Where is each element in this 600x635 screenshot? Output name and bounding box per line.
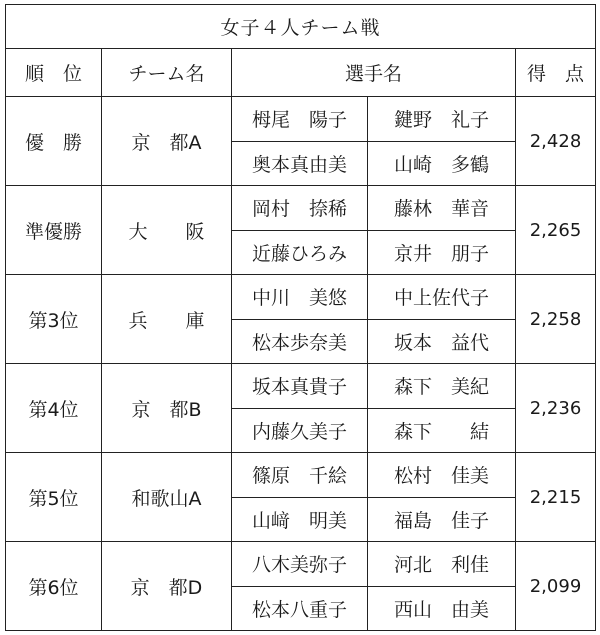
player-name-cell: 福島 佳子	[368, 497, 516, 542]
team-name-cell: 大 阪	[102, 186, 232, 275]
rank-cell: 第5位	[6, 453, 102, 542]
player-name-cell: 栂尾 陽子	[232, 97, 368, 142]
player-name-cell: 松村 佳美	[368, 453, 516, 498]
player-name-cell: 西山 由美	[368, 586, 516, 631]
players-header: 選手名	[232, 49, 516, 97]
player-name-cell: 岡村 捺稀	[232, 186, 368, 231]
score-cell: 2,215	[516, 453, 596, 542]
team-row	[6, 364, 596, 409]
score-cell: 2,265	[516, 186, 596, 275]
results-table	[5, 4, 596, 631]
player-name-cell: 坂本 益代	[368, 319, 516, 364]
score-cell: 2,258	[516, 275, 596, 364]
team-name-cell: 京 都B	[102, 364, 232, 453]
player-name-cell: 松本歩奈美	[232, 319, 368, 364]
score-header: 得 点	[516, 49, 596, 97]
team-row	[6, 275, 596, 320]
rank-cell: 第4位	[6, 364, 102, 453]
score-cell: 2,099	[516, 542, 596, 631]
team-row	[6, 186, 596, 231]
team-row	[6, 542, 596, 587]
team-header: チーム名	[102, 49, 232, 97]
player-name-cell: 鍵野 礼子	[368, 97, 516, 142]
player-name-cell: 河北 利佳	[368, 542, 516, 587]
team-row	[6, 97, 596, 142]
player-name-cell: 中川 美悠	[232, 275, 368, 320]
rank-header: 順 位	[6, 49, 102, 97]
results-body	[6, 97, 596, 631]
rank-cell: 第6位	[6, 542, 102, 631]
team-name-cell: 和歌山A	[102, 453, 232, 542]
player-name-cell: 京井 朋子	[368, 230, 516, 275]
team-name-cell: 京 都A	[102, 97, 232, 186]
player-name-cell: 内藤久美子	[232, 408, 368, 453]
team-name-cell: 兵 庫	[102, 275, 232, 364]
player-name-cell: 八木美弥子	[232, 542, 368, 587]
player-name-cell: 森下 美紀	[368, 364, 516, 409]
score-cell: 2,428	[516, 97, 596, 186]
player-name-cell: 森下 結	[368, 408, 516, 453]
player-name-cell: 近藤ひろみ	[232, 230, 368, 275]
player-name-cell: 藤林 華音	[368, 186, 516, 231]
player-name-cell: 坂本真貴子	[232, 364, 368, 409]
rank-cell: 第3位	[6, 275, 102, 364]
team-name-cell: 京 都D	[102, 542, 232, 631]
player-name-cell: 奥本真由美	[232, 141, 368, 186]
player-name-cell: 山崎 多鶴	[368, 141, 516, 186]
player-name-cell: 中上佐代子	[368, 275, 516, 320]
player-name-cell: 松本八重子	[232, 586, 368, 631]
rank-cell: 準優勝	[6, 186, 102, 275]
score-cell: 2,236	[516, 364, 596, 453]
player-name-cell: 篠原 千絵	[232, 453, 368, 498]
table-title: 女子４人チーム戦	[6, 5, 596, 49]
rank-cell: 優 勝	[6, 97, 102, 186]
header-row	[6, 49, 596, 97]
team-row	[6, 453, 596, 498]
title-row	[6, 5, 596, 49]
player-name-cell: 山﨑 明美	[232, 497, 368, 542]
